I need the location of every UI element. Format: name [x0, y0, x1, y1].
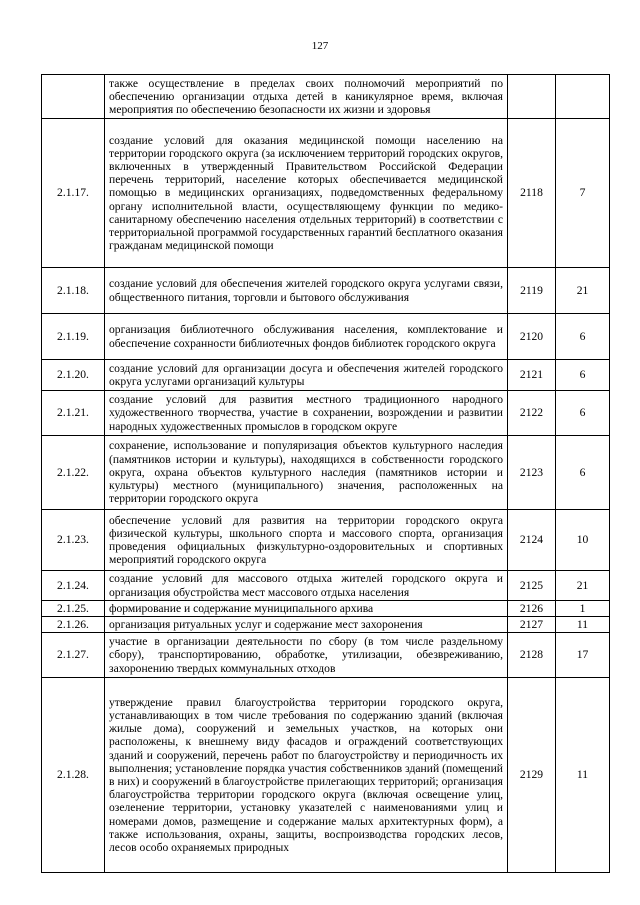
row-code: 2119 [508, 268, 556, 314]
row-number [42, 75, 105, 119]
row-code: 2122 [508, 391, 556, 436]
row-number: 2.1.20. [42, 360, 105, 391]
row-number: 2.1.25. [42, 601, 105, 617]
table-row [42, 314, 610, 360]
table-row [42, 571, 610, 601]
row-value [556, 75, 610, 119]
row-code: 2121 [508, 360, 556, 391]
row-description: создание условий для обеспечения жителей городского округа услугами связи, общественного питания, торговли и бытового обслуживания [105, 268, 508, 314]
row-number: 2.1.24. [42, 571, 105, 601]
row-value: 11 [556, 678, 610, 873]
row-code: 2128 [508, 633, 556, 678]
row-code: 2118 [508, 119, 556, 268]
row-description: сохранение, использование и популяризация объектов культурного наследия (памятников истории и культуры), находящихся в собственности городского округа, охрана объектов культурного наследия (памятников истории и культуры) местного (муниципального) значения, расположенных на территории городского округа [105, 436, 508, 510]
row-number: 2.1.28. [42, 678, 105, 873]
row-number: 2.1.22. [42, 436, 105, 510]
document-table [41, 74, 610, 873]
row-code: 2124 [508, 510, 556, 571]
row-value: 21 [556, 268, 610, 314]
row-number: 2.1.19. [42, 314, 105, 360]
table-row [42, 75, 610, 119]
table-row [42, 617, 610, 633]
row-number: 2.1.18. [42, 268, 105, 314]
row-value: 6 [556, 391, 610, 436]
table-row [42, 678, 610, 873]
table-row [42, 601, 610, 617]
row-code: 2125 [508, 571, 556, 601]
row-description: участие в организации деятельности по сбору (в том числе раздельному сбору), транспортированию, обработке, утилизации, обезвреживанию, захоронению твердых коммунальных отходов [105, 633, 508, 678]
row-value: 11 [556, 617, 610, 633]
row-description: организация ритуальных услуг и содержание мест захоронения [105, 617, 508, 633]
row-value: 17 [556, 633, 610, 678]
row-number: 2.1.21. [42, 391, 105, 436]
table-row [42, 391, 610, 436]
row-value: 6 [556, 314, 610, 360]
row-number: 2.1.17. [42, 119, 105, 268]
table-row [42, 633, 610, 678]
page-number: 127 [311, 40, 329, 52]
row-number: 2.1.27. [42, 633, 105, 678]
table-row [42, 360, 610, 391]
row-value: 6 [556, 436, 610, 510]
row-number: 2.1.23. [42, 510, 105, 571]
row-value: 21 [556, 571, 610, 601]
row-description: утверждение правил благоустройства территории городского округа, устанавливающих в том числе требования по содержанию зданий (включая жилые дома), сооружений и земельных участков, на которых они расположены, к внешнему виду фасадов и ограждений соответствующих зданий и сооружений, перечень работ по благоустройству и периодичность их выполнения; установление порядка участия собственников зданий (помещений в них) и сооружений в благоустройстве прилегающих территорий; организация благоустройства территории городского округа (включая освещение улиц, озеленение территории, установку указателей с наименованиями улиц и номерами домов, размещение и содержание малых архитектурных форм), а также использования, охраны, защиты, воспроизводства городских лесов, лесов особо охраняемых природных [105, 678, 508, 873]
row-value: 10 [556, 510, 610, 571]
row-description: создание условий для организации досуга и обеспечения жителей городского округа услугами организаций культуры [105, 360, 508, 391]
table-row [42, 119, 610, 268]
row-description: также осуществление в пределах своих полномочий мероприятий по обеспечению организации отдыха детей в каникулярное время, включая мероприятия по обеспечению безопасности их жизни и здоровья [105, 75, 508, 119]
row-description: создание условий для массового отдыха жителей городского округа и организация обустройства мест массового отдыха населения [105, 571, 508, 601]
row-value: 1 [556, 601, 610, 617]
row-value: 7 [556, 119, 610, 268]
row-code: 2127 [508, 617, 556, 633]
row-value: 6 [556, 360, 610, 391]
row-description: создание условий для развития местного традиционного народного художественного творчества, участие в сохранении, возрождении и развитии народных художественных промыслов в городском округе [105, 391, 508, 436]
row-code: 2129 [508, 678, 556, 873]
table-row [42, 436, 610, 510]
row-description: организация библиотечного обслуживания населения, комплектование и обеспечение сохранности библиотечных фондов библиотек городского округа [105, 314, 508, 360]
row-code: 2120 [508, 314, 556, 360]
table-row [42, 268, 610, 314]
row-code: 2126 [508, 601, 556, 617]
table-row [42, 510, 610, 571]
row-description: формирование и содержание муниципального архива [105, 601, 508, 617]
row-number: 2.1.26. [42, 617, 105, 633]
row-code: 2123 [508, 436, 556, 510]
row-description: создание условий для оказания медицинской помощи населению на территории городского округа (за исключением территорий городских округов, включенных в утвержденный Правительством Российской Федерации перечень территорий, население которых обеспечивается медицинской помощью в медицинских организациях, подведомственных федеральному органу исполнительной власти, осуществляющему функции по медико-санитарному обеспечению населения отдельных территорий) в соответствии с территориальной программой государственных гарантий бесплатного оказания гражданам медицинской помощи [105, 119, 508, 268]
row-code [508, 75, 556, 119]
row-description: обеспечение условий для развития на территории городского округа физической культуры, школьного спорта и массового спорта, организация проведения официальных физкультурно-оздоровительных и спортивных мероприятий городского округа [105, 510, 508, 571]
